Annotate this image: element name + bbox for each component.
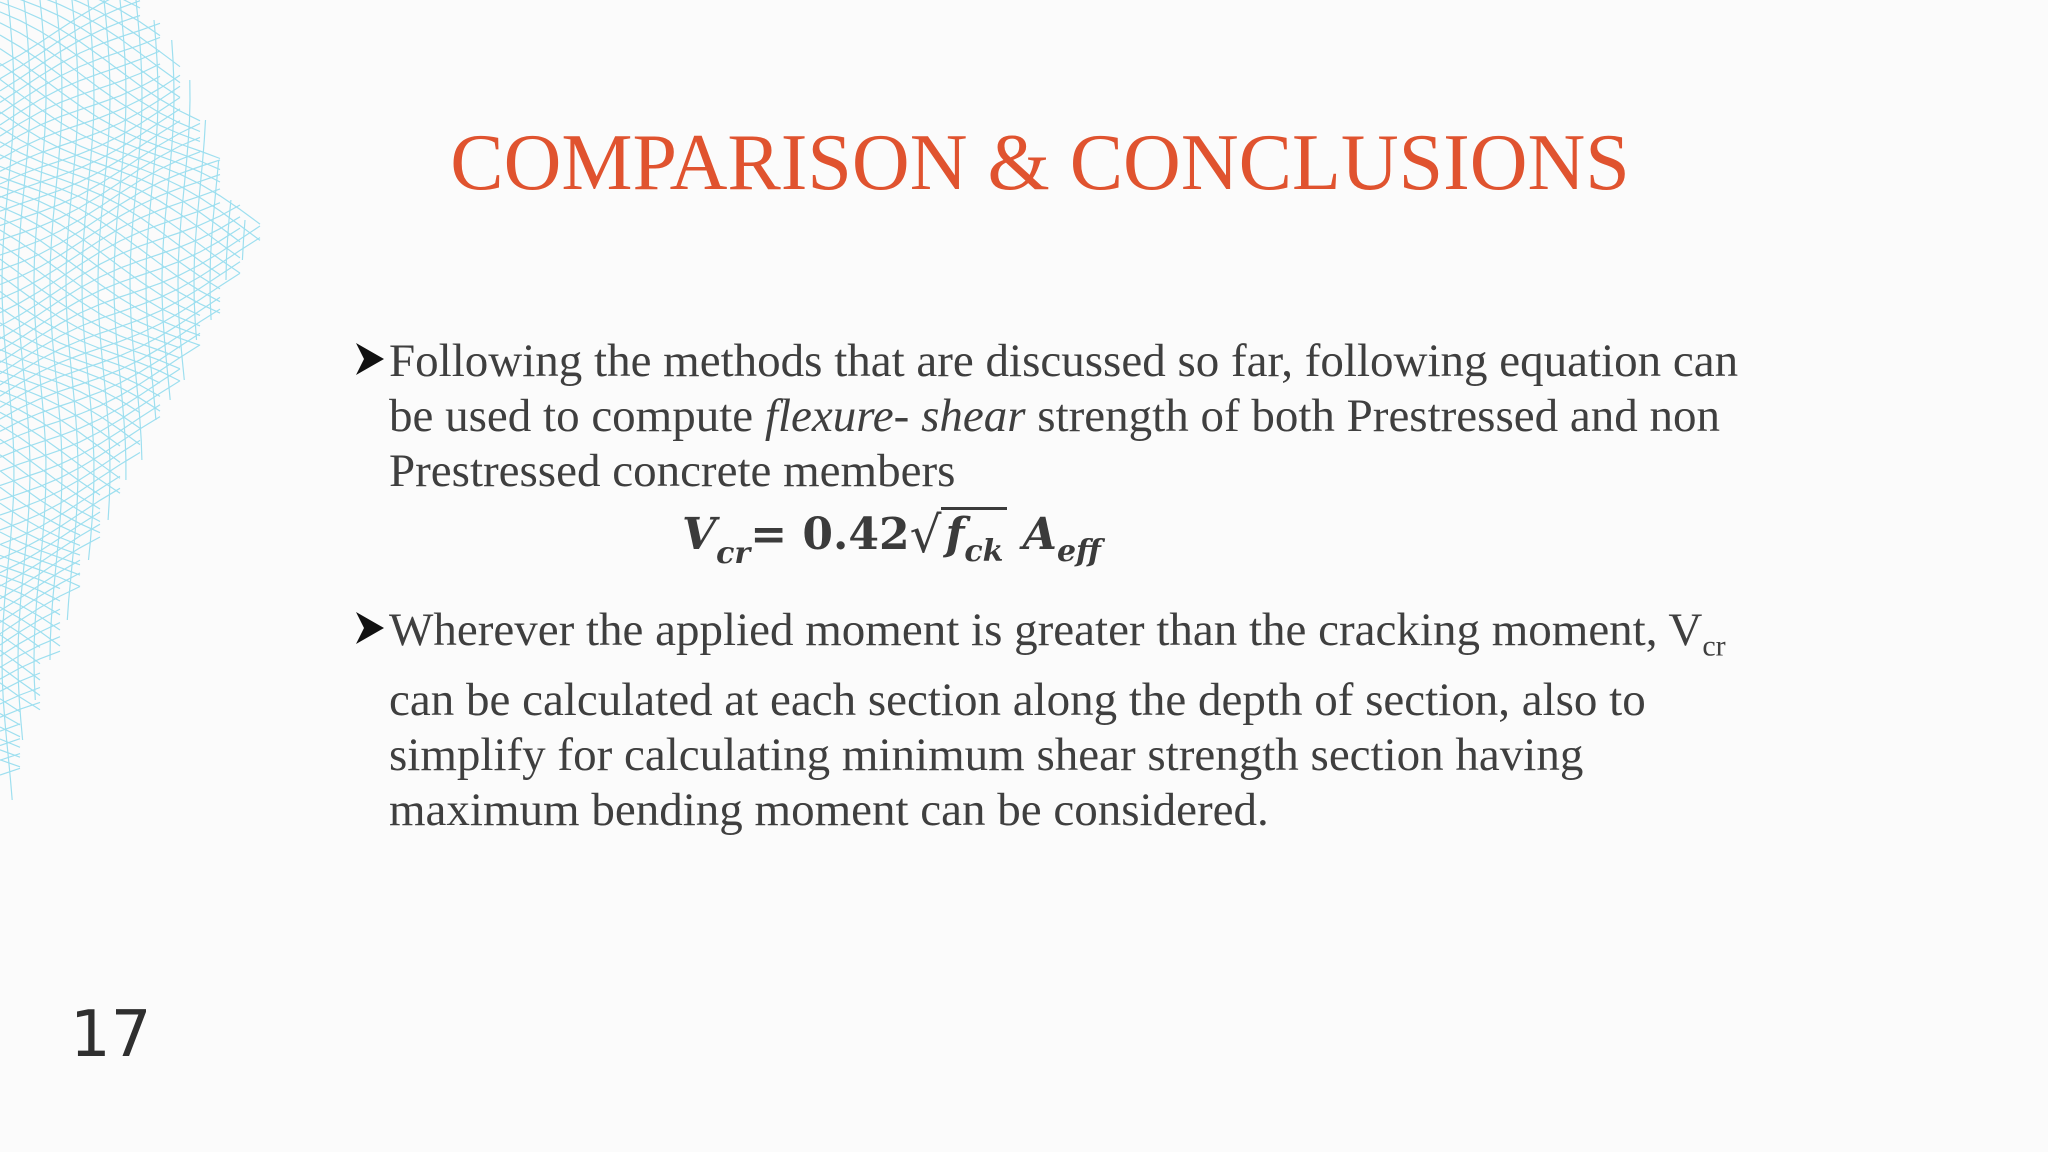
bullet-2-text-part2: can be calculated at each section along the depth of section, also to simplify for calculating minimum shear strength section having maximum bending moment can be considered. xyxy=(389,674,1646,837)
bullet-1-text-part1: Following the methods that are discussed so far, following equation can be used to compute xyxy=(389,335,1739,442)
formula-term-subscript: eff xyxy=(1056,534,1101,569)
formula-radicand xyxy=(941,507,1007,569)
wireframe-mesh-decoration xyxy=(0,0,290,820)
formula-lhs: V xyxy=(682,509,717,560)
slide-body xyxy=(352,334,1772,838)
bullet-1-text-part2: - xyxy=(893,390,922,442)
bullet-item-2 xyxy=(352,603,1772,838)
formula-radicand-subscript: ck xyxy=(964,534,1004,569)
bullet-1-text-part3: strength of both Prestressed and non Prestressed concrete members xyxy=(389,390,1720,497)
bullet-2-text-part1: Wherever the applied moment is greater than the cracking moment, V xyxy=(389,604,1703,656)
arrow-bullet-icon xyxy=(354,608,386,648)
slide-title: COMPARISON & CONCLUSIONS xyxy=(450,119,1630,207)
slide-number: 17 xyxy=(70,998,152,1072)
bullet-1-emphasis-shear: shear xyxy=(921,390,1026,442)
formula-radicand-symbol: f xyxy=(945,509,965,560)
formula-term: A xyxy=(1022,509,1057,560)
shear-strength-formula xyxy=(682,505,1772,573)
formula-coefficient: 0.42 xyxy=(802,509,910,560)
bullet-1-emphasis-flexure: flexure xyxy=(764,390,894,442)
formula-lhs-subscript: cr xyxy=(716,536,751,571)
square-root-icon: √ xyxy=(909,506,942,564)
formula-equals: = xyxy=(750,509,788,560)
arrow-bullet-icon xyxy=(354,339,386,379)
bullet-item-1 xyxy=(352,334,1772,499)
bullet-2-subscript-cr: cr xyxy=(1702,629,1726,663)
